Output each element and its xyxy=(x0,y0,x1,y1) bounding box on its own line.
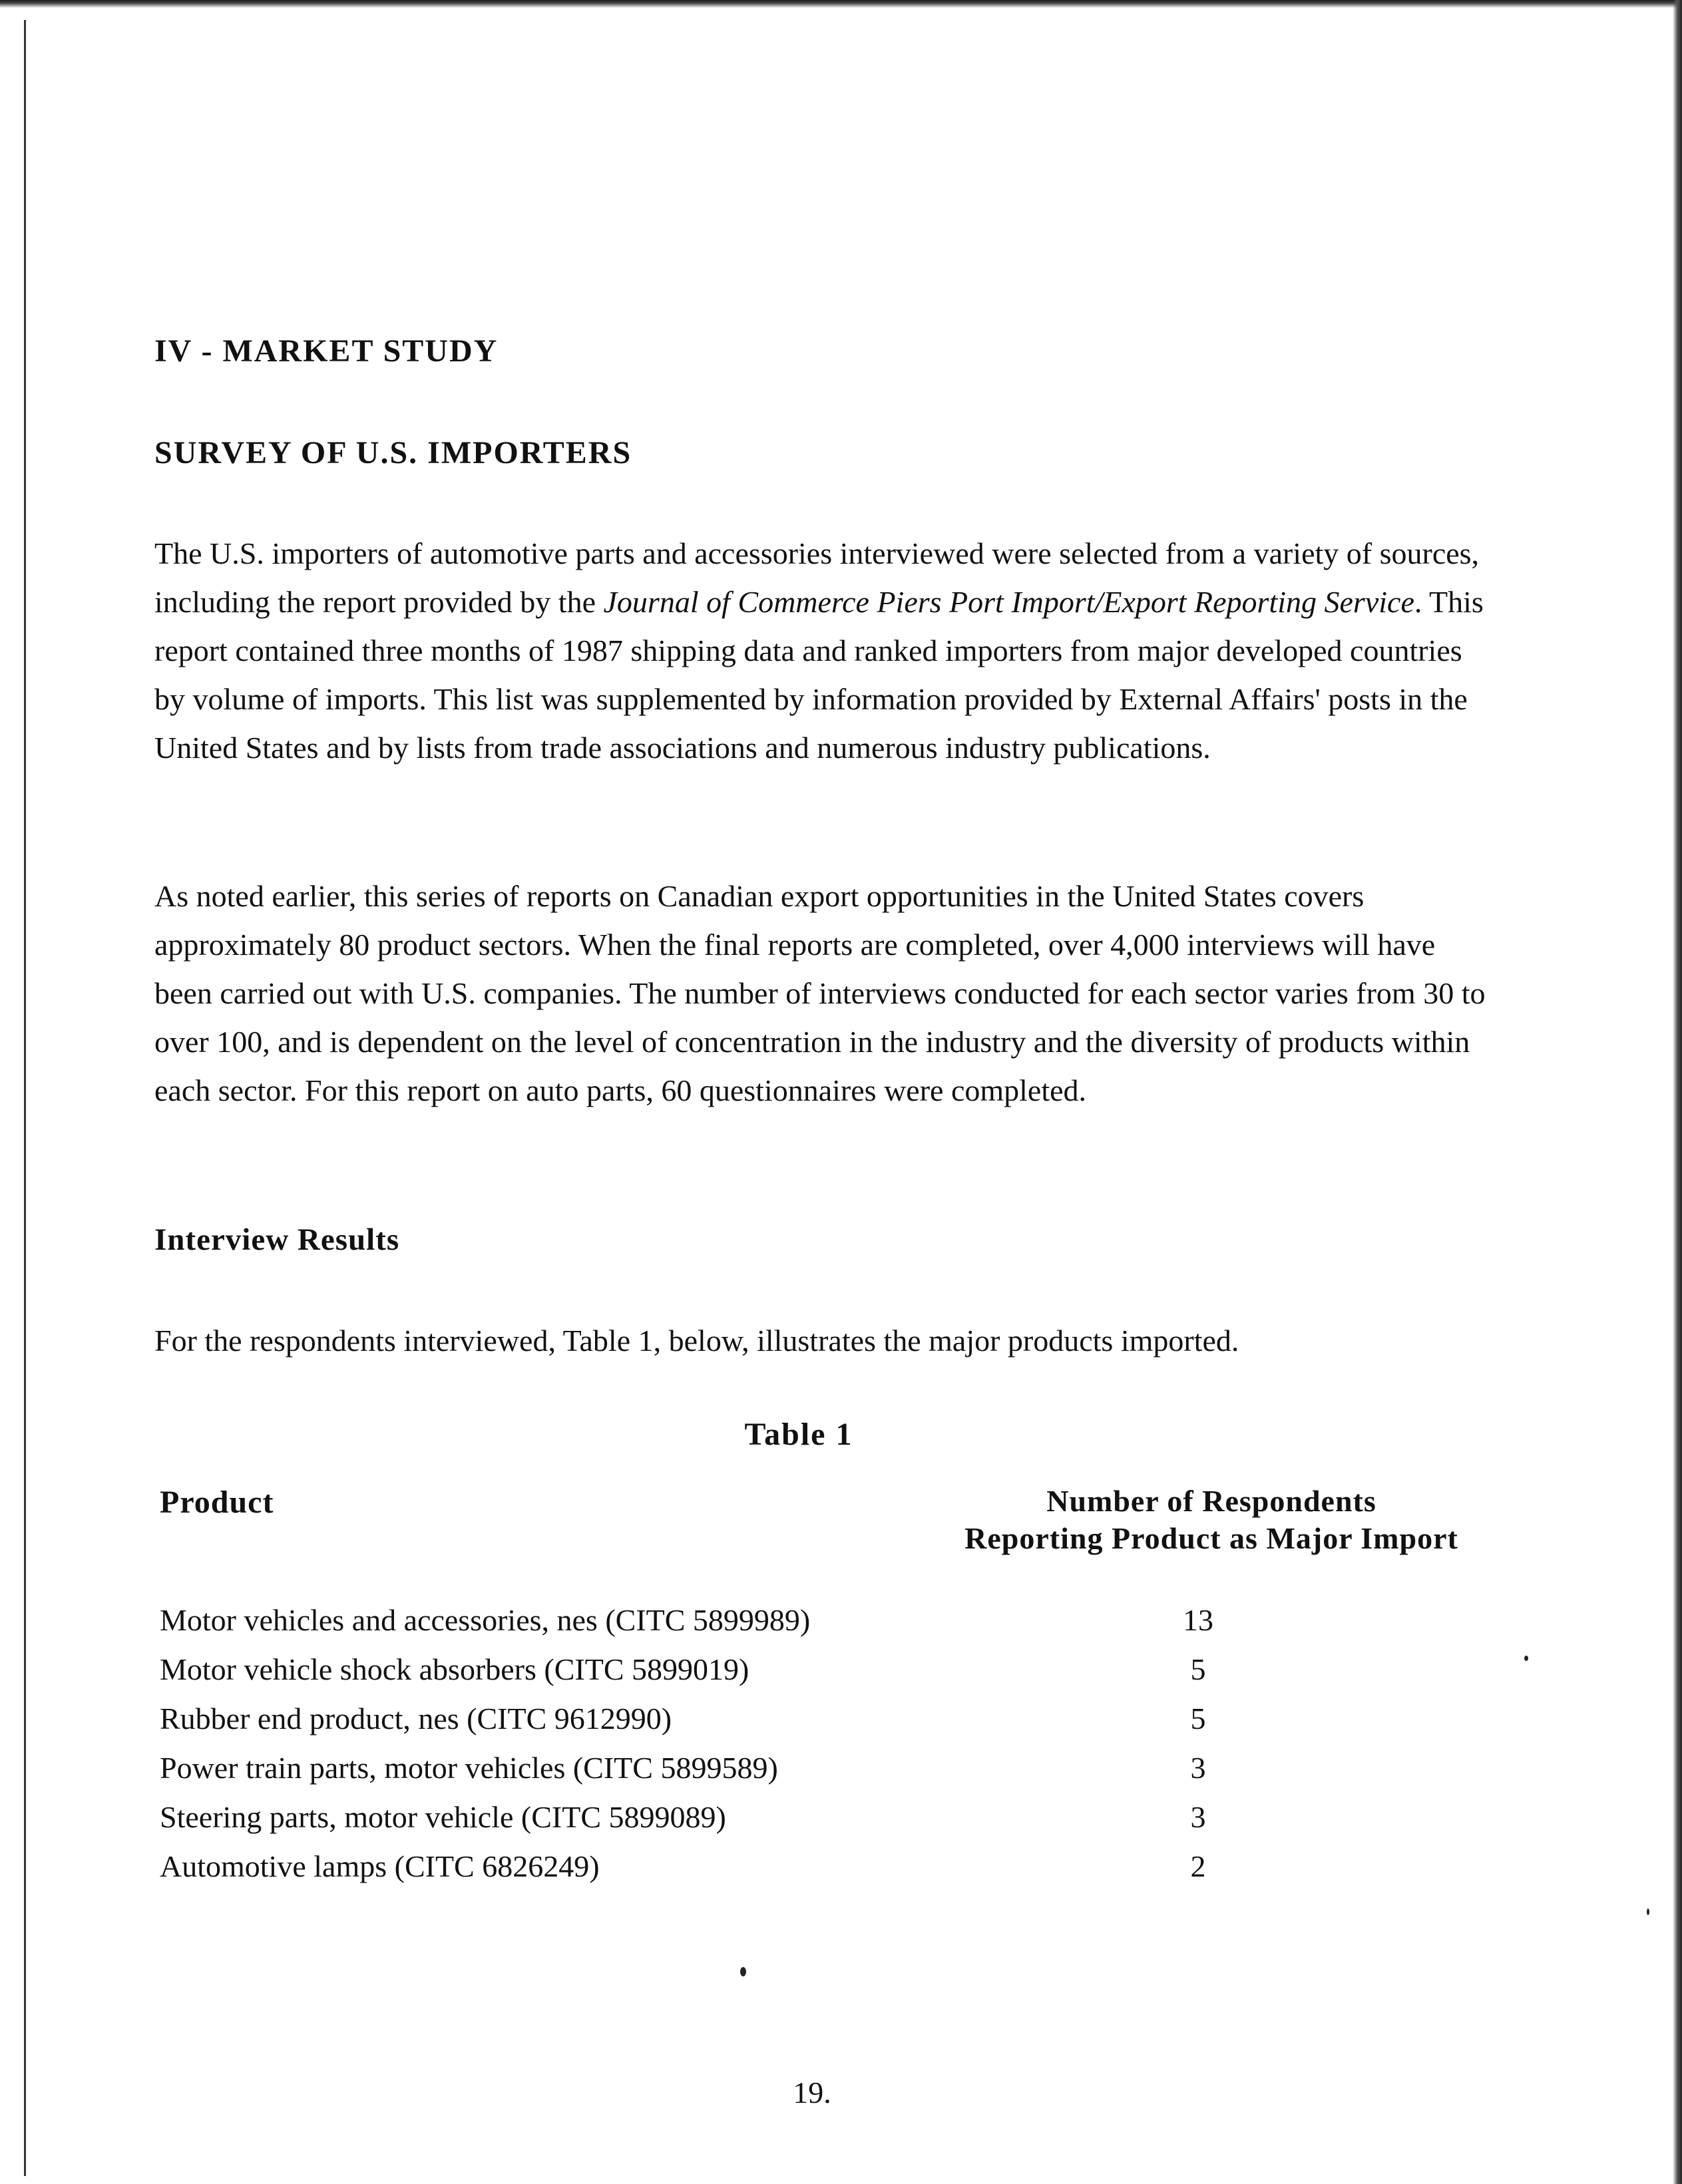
table-intro-paragraph: For the respondents interviewed, Table 1, below, illustrates the major products imported. xyxy=(154,1324,1239,1358)
column-header-respondents xyxy=(925,1483,1498,1557)
column-header-product: Product xyxy=(160,1485,274,1520)
intro-paragraph-part2: . This report contained three months of 1987 shipping data and ranked importers from major developed countries by volume of imports. This list was supplemented by information provided by External Affairs' posts in the United States and by lists from trade associations and numerous industry publications. xyxy=(154,585,1484,765)
sectors-paragraph: As noted earlier, this series of reports on Canadian export opportunities in the United States covers approximately 80 product sectors. When the final reports are completed, over 4,000 interviews will have been carried out with U.S. companies. The number of interviews conducted for each sector varies from 30 to over 100, and is dependent on the level of concentration in the industry and the diversity of products within each sector. For this report on auto parts, 60 questionnaires were completed. xyxy=(154,879,1486,1107)
column-header-respondents-line1: Number of Respondents xyxy=(1046,1484,1376,1518)
product-name: Motor vehicles and accessories, nes (CITC 5899989) xyxy=(160,1603,811,1637)
scan-top-edge xyxy=(0,0,1682,8)
intro-paragraph-part1: The U.S. importers of automotive parts and accessories interviewed were selected from a variety of sources, including the report provided by the xyxy=(154,536,1480,619)
product-name: Power train parts, motor vehicles (CITC 5899589) xyxy=(160,1751,778,1785)
table-row xyxy=(160,1645,1291,1694)
subsection-heading: SURVEY OF U.S. IMPORTERS xyxy=(154,435,632,470)
interview-results-heading: Interview Results xyxy=(154,1222,400,1257)
respondent-count: 3 xyxy=(1190,1751,1206,1785)
scan-speck xyxy=(1524,1656,1528,1661)
scan-left-edge xyxy=(24,20,26,2176)
journal-title: Journal of Commerce Piers Port Import/Export Reporting Service xyxy=(603,585,1414,619)
page-number: 19. xyxy=(793,2076,831,2109)
column-header-respondents-line2: Reporting Product as Major Import xyxy=(964,1521,1458,1555)
product-name: Steering parts, motor vehicle (CITC 5899089) xyxy=(160,1800,726,1834)
product-name: Automotive lamps (CITC 6826249) xyxy=(160,1849,600,1883)
scan-speck xyxy=(1647,1909,1649,1915)
table-row xyxy=(160,1743,1291,1793)
table-row xyxy=(160,1596,1291,1645)
table-row xyxy=(160,1694,1291,1743)
respondent-count: 2 xyxy=(1190,1849,1206,1883)
section-heading: IV - MARKET STUDY xyxy=(154,333,499,369)
product-name: Rubber end product, nes (CITC 9612990) xyxy=(160,1702,672,1735)
respondent-count: 3 xyxy=(1190,1800,1206,1834)
respondent-count: 5 xyxy=(1190,1702,1206,1735)
table-row xyxy=(160,1842,1291,1891)
respondent-count: 13 xyxy=(1183,1603,1213,1637)
respondent-count: 5 xyxy=(1190,1652,1206,1686)
intro-paragraph xyxy=(154,529,1486,772)
table-row xyxy=(160,1793,1291,1842)
product-name: Motor vehicle shock absorbers (CITC 5899019) xyxy=(160,1652,749,1686)
table-title: Table 1 xyxy=(744,1417,853,1452)
table-body xyxy=(160,1596,1291,1891)
scan-speck xyxy=(740,1967,746,1976)
scan-right-edge xyxy=(1673,0,1682,2184)
